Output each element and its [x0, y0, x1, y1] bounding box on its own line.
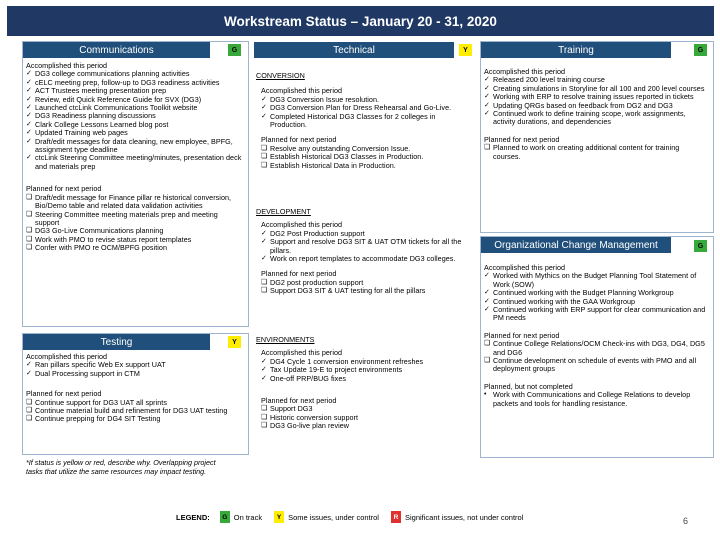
check-icon: ✓: [261, 255, 267, 263]
list-item-text: Continue material build and refinement for DG3 UAT testing: [35, 406, 228, 416]
list-item: [26, 370, 244, 378]
accomplished-heading: Accomplished this period: [484, 263, 566, 272]
check-icon: ✓: [261, 95, 267, 103]
list-item-text: ACT Trustees meeting presentation prep: [35, 86, 167, 96]
not-completed-heading: Planned, but not completed: [484, 381, 573, 391]
list-item-text: Tax Update 19-E to project environments: [270, 365, 403, 375]
training-content: [484, 68, 706, 161]
list-item-text: cELC meeting prep, follow-up to DG3 readiness activities: [35, 77, 220, 87]
legend-red-swatch: R: [391, 511, 401, 523]
list-item-text: Planned to work on creating additional content for training courses.: [493, 143, 680, 161]
list-item-text: Continue development on schedule of events with PMO and all deployment groups: [493, 356, 697, 374]
page-title: Workstream Status – January 20 - 31, 2020: [7, 6, 714, 36]
checkbox-icon: ❏: [261, 278, 268, 286]
planned-heading: Planned for next period: [261, 269, 337, 279]
list-item: [26, 138, 244, 155]
check-icon: ✓: [26, 70, 32, 78]
technical-header: Technical: [254, 42, 454, 58]
communications-status-badge: G: [228, 44, 241, 56]
list-item-text: Working with ERP to resolve training issues reported in tickets: [493, 92, 694, 102]
accomplished-heading: Accomplished this period: [261, 220, 343, 230]
check-icon: ✓: [26, 78, 32, 86]
checkbox-icon: ❏: [26, 193, 33, 201]
check-icon: ✓: [26, 95, 32, 103]
list-item: [261, 113, 474, 130]
list-item-text: Completed Historical DG3 Classes for 2 colleges in Production.: [270, 111, 436, 130]
list-item: [26, 154, 244, 171]
list-item-text: Review, edit Quick Reference Guide for SVX (DG3): [35, 94, 202, 104]
legend: [176, 510, 535, 524]
list-item-text: Continue prepping for DG4 SIT Testing: [35, 414, 161, 424]
checkbox-icon: ❏: [261, 153, 268, 161]
list-item-text: Draft/edit message for Finance pillar re historical conversion, Bio/Demo table and related data validation activities: [35, 192, 232, 211]
page-number: 6: [683, 516, 689, 526]
check-icon: ✓: [261, 366, 267, 374]
list-item: [484, 357, 706, 374]
checkbox-icon: ❏: [484, 340, 491, 348]
list-item-text: Continue support for DG3 UAT all sprints: [35, 397, 167, 407]
list-item-text: Continued working with the GAA Workgroup: [493, 296, 636, 306]
legend-label: LEGEND:: [176, 512, 210, 522]
list-item-text: Work on report templates to accommodate DG3 colleges.: [270, 254, 456, 264]
check-icon: ✓: [484, 297, 490, 305]
check-icon: ✓: [26, 361, 32, 369]
check-icon: ✓: [484, 289, 490, 297]
list-item: [484, 272, 706, 289]
list-item-text: DG4 Cycle 1 conversion environment refreshes: [270, 356, 424, 366]
checkbox-icon: ❏: [261, 422, 268, 430]
accomplished-heading: Accomplished this period: [261, 86, 343, 96]
development-heading: DEVELOPMENT: [256, 207, 311, 216]
list-item-text: Confer with PMO re OCM/BPFG position: [35, 243, 168, 253]
legend-yellow-swatch: Y: [274, 511, 284, 523]
checkbox-icon: ❏: [26, 398, 33, 406]
check-icon: ✓: [26, 154, 32, 162]
list-item-text: Work with Communications and College Relations to develop packets and tools for handling resistance.: [493, 390, 691, 408]
list-item-text: Creating simulations in Storyline for all 100 and 200 level courses: [493, 83, 705, 93]
list-item: [484, 306, 706, 323]
list-item-text: DG3 college communications planning activities: [35, 69, 190, 79]
legend-red-text: Significant issues, not under control: [404, 512, 524, 522]
list-item-text: Continued working with the Budget Planning Workgroup: [493, 288, 674, 298]
accomplished-heading: Accomplished this period: [261, 348, 343, 358]
list-item: [261, 287, 474, 295]
list-item-text: Dual Processing support in CTM: [35, 368, 140, 378]
training-status-badge: G: [694, 44, 707, 56]
check-icon: ✓: [484, 76, 490, 84]
legend-green-text: On track: [233, 512, 263, 522]
list-item: [261, 238, 474, 255]
bullet-icon: •: [484, 391, 487, 399]
environments-content: [256, 336, 474, 431]
list-item: [484, 144, 706, 161]
list-item: [26, 194, 244, 211]
list-item: [261, 375, 474, 383]
check-icon: ✓: [26, 104, 32, 112]
list-item-text: Support and resolve DG3 SIT & UAT OTM tickets for all the pillars.: [270, 237, 462, 255]
list-item: [484, 340, 706, 357]
list-item: [26, 415, 244, 423]
ocm-content: [484, 264, 706, 408]
list-item: [261, 255, 474, 263]
list-item-text: Launched ctcLink Communications Toolkit website: [35, 103, 198, 113]
list-item-text: DG3 Go-Live Communications planning: [35, 226, 164, 236]
checkbox-icon: ❏: [26, 407, 33, 415]
list-item-text: ctcLink Steering Committee meeting/minutes, presentation deck and materials prep: [35, 153, 242, 171]
checkbox-icon: ❏: [484, 144, 491, 152]
list-item: [26, 244, 244, 252]
check-icon: ✓: [26, 112, 32, 120]
check-icon: ✓: [484, 101, 490, 109]
checkbox-icon: ❏: [261, 413, 268, 421]
conversion-heading: CONVERSION: [256, 71, 305, 80]
check-icon: ✓: [261, 112, 267, 120]
accomplished-heading: Accomplished this period: [26, 61, 108, 70]
list-item-text: DG3 Conversion Plan for Dress Rehearsal and Go-Live.: [270, 103, 452, 113]
checkbox-icon: ❏: [261, 405, 268, 413]
check-icon: ✓: [26, 129, 32, 137]
planned-heading: Planned for next period: [484, 134, 560, 144]
check-icon: ✓: [484, 306, 490, 314]
technical-status-badge: Y: [459, 44, 472, 56]
checkbox-icon: ❏: [26, 244, 33, 252]
list-item-text: Released 200 level training course: [493, 75, 605, 85]
list-item: [261, 422, 474, 430]
list-item-text: Continue College Relations/OCM Check-ins with DG3, DG4, DG5 and DG6: [493, 339, 705, 357]
list-item-text: Continued work to define training scope, work assignments, activity durations, and dependencies: [493, 109, 686, 127]
checkbox-icon: ❏: [484, 357, 491, 365]
check-icon: ✓: [484, 84, 490, 92]
environments-heading: ENVIRONMENTS: [256, 335, 315, 344]
list-item-text: DG2 post production support: [270, 277, 364, 287]
checkbox-icon: ❏: [261, 287, 268, 295]
list-item-text: Support DG3: [270, 404, 313, 414]
communications-header: Communications: [23, 42, 210, 58]
planned-heading: Planned for next period: [484, 330, 560, 340]
list-item: [26, 211, 244, 228]
checkbox-icon: ❏: [26, 235, 33, 243]
list-item-text: Support DG3 SIT & UAT testing for all the pillars: [270, 286, 426, 296]
check-icon: ✓: [26, 137, 32, 145]
training-header: Training: [481, 42, 671, 58]
planned-heading: Planned for next period: [26, 184, 102, 194]
status-note: *If status is yellow or red, describe why. Overlapping project tasks that utilize the same resources may impact testing.: [26, 458, 216, 476]
list-item-text: Establish Historical DG3 Classes in Production.: [270, 152, 424, 162]
planned-heading: Planned for next period: [261, 135, 337, 145]
check-icon: ✓: [261, 104, 267, 112]
check-icon: ✓: [261, 357, 267, 365]
list-item-text: Work with PMO to revise status report templates: [35, 234, 192, 244]
list-item: [484, 391, 706, 408]
list-item-text: Resolve any outstanding Conversion Issue.: [270, 143, 411, 153]
checkbox-icon: ❏: [261, 144, 268, 152]
checkbox-icon: ❏: [261, 161, 268, 169]
accomplished-heading: Accomplished this period: [26, 352, 108, 361]
list-item-text: One-off PRP/BUG fixes: [270, 373, 347, 383]
list-item-text: Updated Training web pages: [35, 128, 128, 138]
technical-content: [256, 72, 474, 170]
legend-green-swatch: G: [220, 511, 230, 523]
checkbox-icon: ❏: [26, 415, 33, 423]
list-item-text: Steering Committee meeting materials prep and meeting support: [35, 209, 218, 227]
list-item-text: Worked with Mythics on the Budget Planning Tool Statement of Work (SOW): [493, 271, 697, 289]
check-icon: ✓: [26, 87, 32, 95]
testing-status-badge: Y: [228, 336, 241, 348]
list-item-text: DG3 Go-live plan review: [270, 421, 350, 431]
development-content: [256, 208, 474, 296]
accomplished-heading: Accomplished this period: [484, 67, 566, 76]
check-icon: ✓: [26, 369, 32, 377]
list-item: [484, 110, 706, 127]
check-icon: ✓: [261, 374, 267, 382]
planned-heading: Planned for next period: [261, 396, 337, 406]
testing-content: [26, 353, 244, 424]
communications-content: [26, 62, 244, 253]
legend-yellow-text: Some issues, under control: [288, 512, 379, 522]
list-item-text: Establish Historical Data in Production.: [270, 160, 396, 170]
check-icon: ✓: [484, 93, 490, 101]
list-item-text: DG3 Readiness planning discussions: [35, 111, 156, 121]
list-item-text: Updating QRGs based on feedback from DG2 and DG3: [493, 100, 673, 110]
check-icon: ✓: [261, 229, 267, 237]
check-icon: ✓: [261, 238, 267, 246]
list-item-text: Historic conversion support: [270, 412, 359, 422]
checkbox-icon: ❏: [26, 227, 33, 235]
list-item-text: Draft/edit messages for data cleaning, new employee, BPFG, assignment type deadline: [35, 136, 233, 155]
testing-header: Testing: [23, 334, 210, 350]
check-icon: ✓: [26, 120, 32, 128]
ocm-status-badge: G: [694, 240, 707, 252]
list-item-text: DG2 Post Production support: [270, 228, 365, 238]
list-item-text: Ran pillars specific Web Ex support UAT: [35, 360, 166, 370]
list-item-text: Continued working with ERP support for clear communication and PM needs: [493, 305, 706, 323]
ocm-header: Organizational Change Management: [481, 237, 671, 253]
check-icon: ✓: [484, 272, 490, 280]
checkbox-icon: ❏: [26, 210, 33, 218]
check-icon: ✓: [484, 110, 490, 118]
list-item-text: DG3 Conversion Issue resolution.: [270, 94, 380, 104]
list-item-text: Clark College Lessons Learned blog post: [35, 119, 169, 129]
list-item: [261, 162, 474, 170]
planned-heading: Planned for next period: [26, 389, 102, 399]
